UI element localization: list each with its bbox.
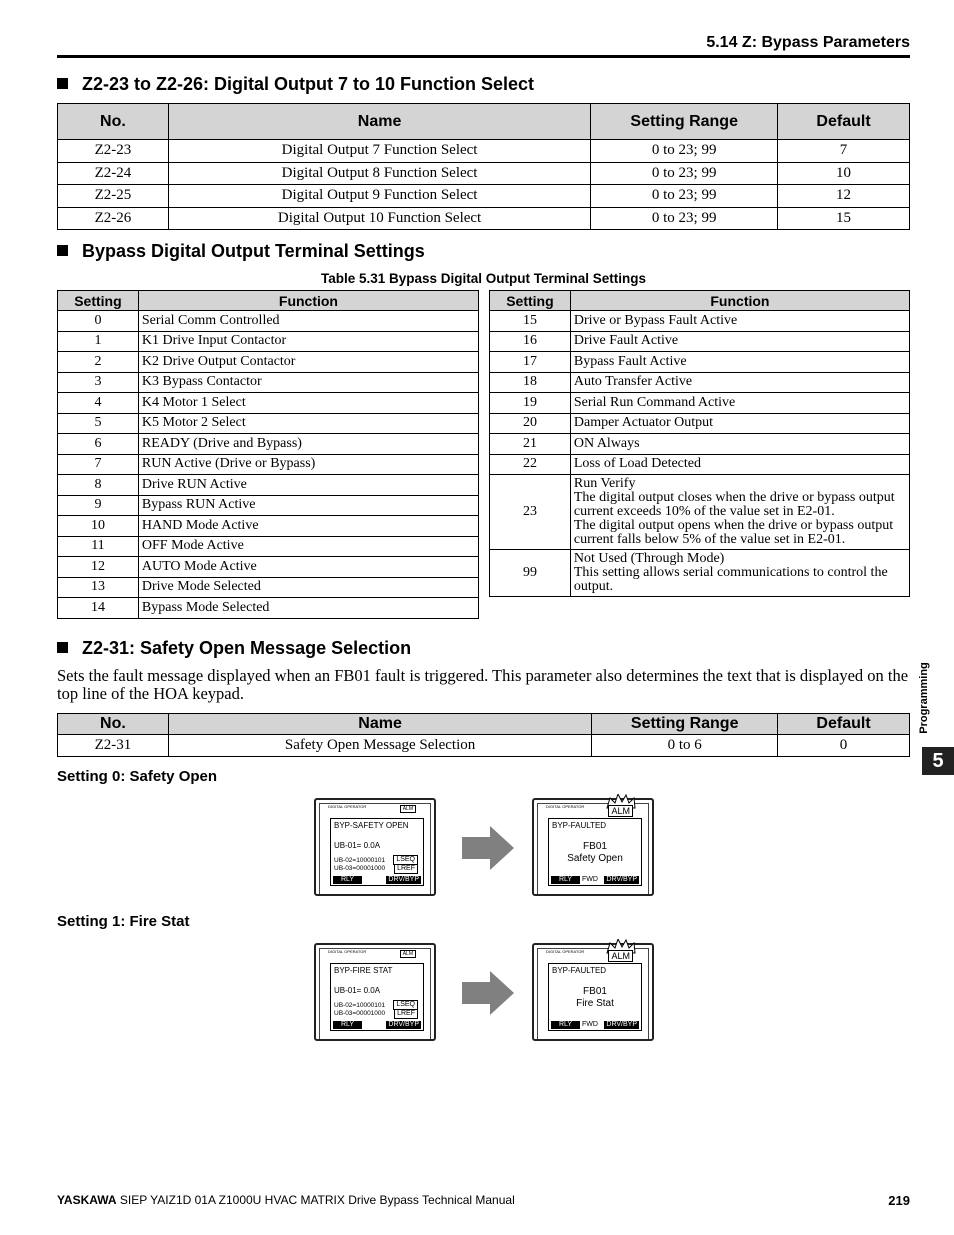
table-row (58, 185, 910, 208)
fault-text: Fire Stat (576, 998, 614, 1009)
drvbyp-label: DRV/BYP (388, 1021, 419, 1028)
cell-function (570, 475, 909, 550)
setting1-heading: Setting 1: Fire Stat (57, 913, 190, 930)
footer-brand: YASKAWA (57, 1193, 117, 1207)
table-row (490, 311, 910, 332)
table-row (58, 454, 479, 475)
z2-31-table (57, 713, 910, 757)
table-row (490, 454, 910, 475)
alm-indicator: ALM (400, 805, 416, 813)
keypad-normal-safety-open (314, 798, 436, 896)
col-header: Name (168, 714, 591, 735)
display-ub02: UB-02=10000101 (334, 857, 386, 864)
setting0-heading: Setting 0: Safety Open (57, 768, 218, 785)
cell-setting: 19 (490, 393, 571, 414)
cell-function: Bypass Mode Selected (138, 598, 478, 619)
table-row (58, 331, 479, 352)
cell-setting: 0 (58, 311, 139, 332)
settings-table-left (57, 290, 479, 619)
header-rule (57, 55, 910, 58)
cell-function: HAND Mode Active (138, 516, 478, 537)
cell-no: Z2-25 (58, 185, 169, 208)
cell-setting: 12 (58, 557, 139, 578)
section3-heading (57, 638, 411, 659)
cell-setting: 9 (58, 495, 139, 516)
cell-function: Drive or Bypass Fault Active (570, 311, 909, 332)
cell-name: Digital Output 8 Function Select (168, 162, 590, 185)
cell-function: Drive Mode Selected (138, 577, 478, 598)
right-arrow-icon (462, 826, 514, 870)
cell-no: Z2-26 (58, 207, 169, 230)
fwd-label: FWD (582, 876, 598, 883)
display-ub02: UB-02=10000101 (334, 1002, 386, 1009)
cell-setting: 11 (58, 536, 139, 557)
cell-function: READY (Drive and Bypass) (138, 434, 478, 455)
col-header: Function (138, 291, 478, 311)
cell-default: 7 (778, 140, 910, 163)
footer (57, 1193, 515, 1207)
cell-setting: 2 (58, 352, 139, 373)
section-header: 5.14 Z: Bypass Parameters (706, 34, 910, 51)
chapter-tab: 5 (922, 747, 954, 775)
fault-text: Safety Open (567, 853, 623, 864)
lseq-box: LSEQ (393, 1000, 418, 1010)
cell-setting: 4 (58, 393, 139, 414)
table-row (58, 207, 910, 230)
bullet-square-icon (57, 642, 68, 653)
cell-name: Digital Output 10 Function Select (168, 207, 590, 230)
table-row (58, 393, 479, 414)
table-row (58, 577, 479, 598)
table-header-row (490, 291, 910, 311)
rly-label: RLY (333, 1021, 362, 1029)
display-ub03: UB-03=00001000 (334, 1010, 386, 1017)
col-header: Setting Range (592, 714, 778, 735)
display-ub03: UB-03=00001000 (334, 865, 386, 872)
cell-setting: 10 (58, 516, 139, 537)
cell-no: Z2-24 (58, 162, 169, 185)
rly-label: RLY (551, 876, 580, 884)
table-row (490, 475, 910, 550)
cell-function: Serial Comm Controlled (138, 311, 478, 332)
col-header: Setting Range (591, 104, 778, 140)
cell-default: 10 (778, 162, 910, 185)
alm-indicator-lit: ALM (608, 950, 633, 962)
lref-box: LREF (394, 864, 418, 874)
z2-31-description: Sets the fault message displayed when an FB01 fault is triggered. This parameter also determines the text that is displayed on the top line of the HOA keypad. (57, 666, 909, 703)
function-detail: The digital output opens when the drive or bypass output current falls below 5% of the value set in E2-01. (573, 518, 894, 547)
drvbyp-label: DRV/BYP (606, 876, 637, 883)
table-row (490, 352, 910, 373)
bullet-square-icon (57, 245, 68, 256)
cell-setting: 7 (58, 454, 139, 475)
cell-setting: 23 (490, 475, 571, 550)
alm-indicator: ALM (400, 950, 416, 958)
cell-setting: 1 (58, 331, 139, 352)
table-row (58, 475, 479, 496)
cell-range: 0 to 23; 99 (591, 185, 778, 208)
display-line1: BYP-SAFETY OPEN (334, 821, 409, 830)
display-line1: BYP-FAULTED (552, 821, 607, 830)
cell-function: K5 Motor 2 Select (138, 413, 478, 434)
table-row (58, 598, 479, 619)
table-row (58, 162, 910, 185)
table-row (58, 372, 479, 393)
cell-function: K3 Bypass Contactor (138, 372, 478, 393)
cell-function: Loss of Load Detected (570, 454, 909, 475)
side-tab-label (914, 660, 942, 740)
col-header: Default (778, 714, 910, 735)
rly-label: RLY (551, 1021, 580, 1029)
drvbyp-label: DRV/BYP (606, 1021, 637, 1028)
cell-name: Digital Output 7 Function Select (168, 140, 590, 163)
function-detail: This setting allows serial communications to control the output. (573, 565, 888, 594)
table-header-row (58, 291, 479, 311)
display-line1: BYP-FAULTED (552, 966, 607, 975)
display-ub01: UB-01= 0.0A (334, 986, 381, 995)
lseq-box: LSEQ (393, 855, 418, 865)
settings-table-right (489, 290, 910, 597)
cell-setting: 16 (490, 331, 571, 352)
col-header: Name (168, 104, 590, 140)
cell-setting: 13 (58, 577, 139, 598)
cell-setting: 17 (490, 352, 571, 373)
cell-setting: 18 (490, 372, 571, 393)
side-tab-text: Programming (917, 662, 930, 734)
section2-heading (57, 241, 425, 262)
table-header-row (58, 714, 910, 735)
cell-function: OFF Mode Active (138, 536, 478, 557)
cell-function: K1 Drive Input Contactor (138, 331, 478, 352)
function-title: Not Used (Through Mode) (573, 551, 725, 566)
col-header: Default (778, 104, 910, 140)
table-row (58, 735, 910, 757)
fwd-label: FWD (582, 1021, 598, 1028)
table-row (58, 352, 479, 373)
col-header: No. (58, 714, 169, 735)
table-row (490, 331, 910, 352)
section2-heading-text: Bypass Digital Output Terminal Settings (82, 241, 425, 261)
table-row (58, 516, 479, 537)
cell-function: AUTO Mode Active (138, 557, 478, 578)
cell-function: Bypass RUN Active (138, 495, 478, 516)
table-row (490, 393, 910, 414)
cell-setting: 20 (490, 413, 571, 434)
lcd-screen (548, 818, 642, 886)
cell-range: 0 to 6 (592, 735, 778, 757)
cell-function: Drive Fault Active (570, 331, 909, 352)
table-row (58, 536, 479, 557)
lcd-screen (330, 963, 424, 1031)
section3-heading-text: Z2-31: Safety Open Message Selection (82, 638, 412, 658)
cell-setting: 15 (490, 311, 571, 332)
col-header: Setting (490, 291, 571, 311)
operator-label: DIGITAL OPERATOR (328, 949, 367, 954)
table-row (58, 140, 910, 163)
cell-setting: 21 (490, 434, 571, 455)
cell-range: 0 to 23; 99 (591, 207, 778, 230)
cell-setting: 6 (58, 434, 139, 455)
cell-setting: 3 (58, 372, 139, 393)
table-row (58, 413, 479, 434)
fault-code: FB01 (583, 986, 607, 997)
cell-function: K2 Drive Output Contactor (138, 352, 478, 373)
table-row (490, 372, 910, 393)
cell-setting: 8 (58, 475, 139, 496)
operator-label: DIGITAL OPERATOR (328, 804, 367, 809)
cell-range: 0 to 23; 99 (591, 162, 778, 185)
cell-default: 0 (778, 735, 910, 757)
cell-function: Serial Run Command Active (570, 393, 909, 414)
cell-range: 0 to 23; 99 (591, 140, 778, 163)
cell-function: ON Always (570, 434, 909, 455)
table-row (490, 434, 910, 455)
cell-function: RUN Active (Drive or Bypass) (138, 454, 478, 475)
keypad-normal-fire-stat (314, 943, 436, 1041)
keypad-fault-fire-stat (532, 943, 654, 1041)
col-header: No. (58, 104, 169, 140)
alm-indicator-lit: ALM (608, 805, 633, 817)
cell-default: 12 (778, 185, 910, 208)
cell-function: Bypass Fault Active (570, 352, 909, 373)
cell-default: 15 (778, 207, 910, 230)
fault-code: FB01 (583, 841, 607, 852)
rly-label: RLY (333, 876, 362, 884)
footer-text: SIEP YAIZ1D 01A Z1000U HVAC MATRIX Drive Bypass Technical Manual (116, 1193, 515, 1207)
display-ub01: UB-01= 0.0A (334, 841, 381, 850)
section1-heading (57, 74, 534, 95)
page-number: 219 (888, 1193, 910, 1208)
cell-no: Z2-23 (58, 140, 169, 163)
cell-function: K4 Motor 1 Select (138, 393, 478, 414)
lref-box: LREF (394, 1009, 418, 1019)
drvbyp-label: DRV/BYP (388, 876, 419, 883)
cell-no: Z2-31 (58, 735, 169, 757)
function-title: Run Verify (573, 476, 636, 491)
table-row (490, 550, 910, 597)
right-arrow-icon (462, 971, 514, 1015)
cell-setting: 99 (490, 550, 571, 597)
cell-setting: 5 (58, 413, 139, 434)
function-detail: The digital output closes when the drive or bypass output current exceeds 10% of the value set in E2-01. (573, 490, 895, 519)
table-row (58, 311, 479, 332)
cell-function: Drive RUN Active (138, 475, 478, 496)
cell-name: Safety Open Message Selection (168, 735, 591, 757)
col-header: Function (570, 291, 909, 311)
table-header-row (58, 104, 910, 140)
cell-setting: 22 (490, 454, 571, 475)
col-header: Setting (58, 291, 139, 311)
operator-label: DIGITAL OPERATOR (546, 804, 585, 809)
table-caption: Table 5.31 Bypass Digital Output Terminal Settings (320, 271, 647, 286)
table-row (58, 434, 479, 455)
cell-function: Auto Transfer Active (570, 372, 909, 393)
z2-23-26-table (57, 103, 910, 230)
lcd-screen (330, 818, 424, 886)
cell-name: Digital Output 9 Function Select (168, 185, 590, 208)
keypad-fault-safety-open (532, 798, 654, 896)
cell-function (570, 550, 909, 597)
table-row (58, 557, 479, 578)
cell-function: Damper Actuator Output (570, 413, 909, 434)
operator-label: DIGITAL OPERATOR (546, 949, 585, 954)
table-row (490, 413, 910, 434)
section1-heading-text: Z2-23 to Z2-26: Digital Output 7 to 10 Function Select (82, 74, 535, 94)
cell-setting: 14 (58, 598, 139, 619)
bullet-square-icon (57, 78, 68, 89)
display-line1: BYP-FIRE STAT (334, 966, 393, 975)
lcd-screen (548, 963, 642, 1031)
table-row (58, 495, 479, 516)
